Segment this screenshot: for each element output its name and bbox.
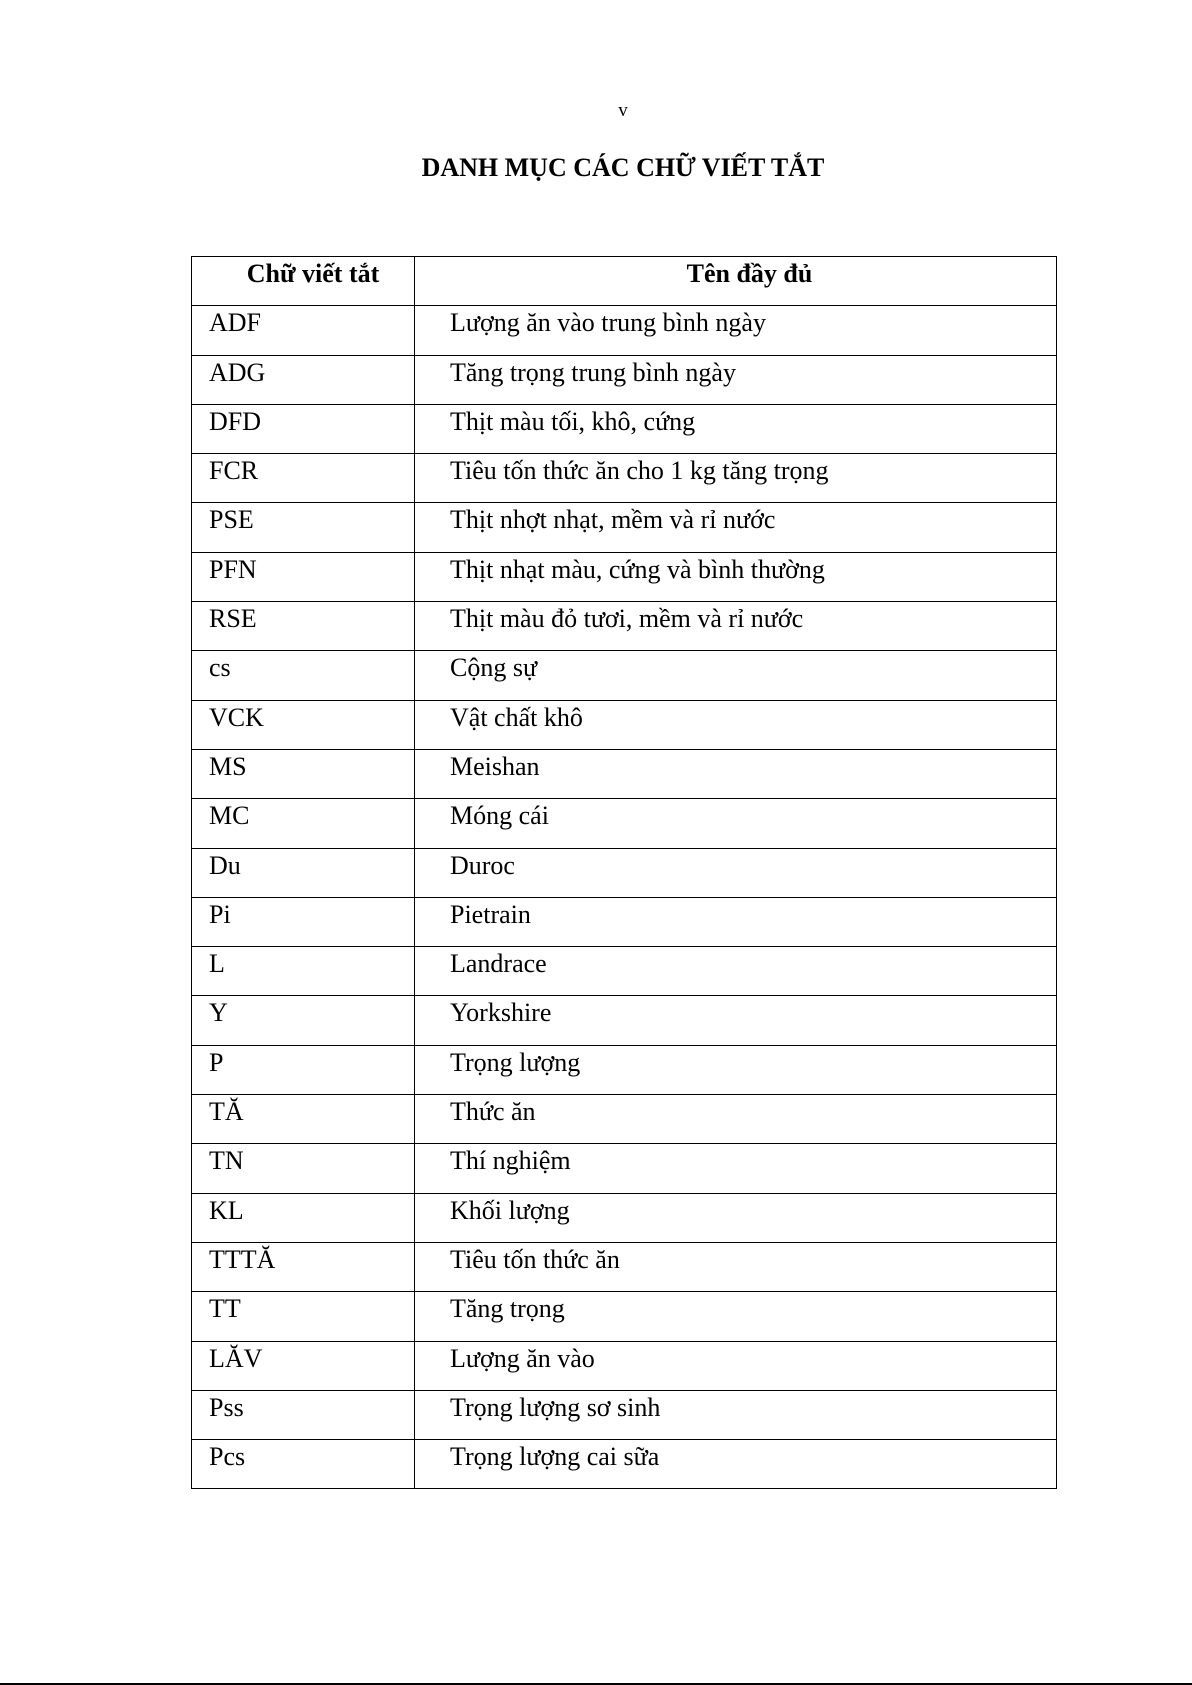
full-name-cell: Thức ăn	[415, 1095, 1057, 1144]
table-row	[192, 799, 1057, 848]
abbreviation-cell: Pi	[192, 897, 415, 946]
abbreviation-cell: Pss	[192, 1390, 415, 1439]
table-row	[192, 1144, 1057, 1193]
abbreviation-cell: TĂ	[192, 1095, 415, 1144]
full-name-cell: Thịt nhợt nhạt, mềm và rỉ nước	[415, 503, 1057, 552]
full-name-cell: Khối lượng	[415, 1193, 1057, 1242]
full-name-cell: Lượng ăn vào trung bình ngày	[415, 306, 1057, 355]
full-name-cell: Duroc	[415, 848, 1057, 897]
full-name-cell: Móng cái	[415, 799, 1057, 848]
abbreviation-table	[191, 256, 1057, 1489]
abbreviation-cell: MS	[192, 749, 415, 798]
abbreviation-cell: TN	[192, 1144, 415, 1193]
abbreviation-cell: Pcs	[192, 1440, 415, 1489]
table-row	[192, 1292, 1057, 1341]
table-row	[192, 1341, 1057, 1390]
abbreviation-cell: MC	[192, 799, 415, 848]
table-row	[192, 306, 1057, 355]
page-number: v	[618, 100, 628, 121]
header-abbreviation: Chữ viết tắt	[192, 257, 415, 306]
table-row	[192, 947, 1057, 996]
full-name-cell: Thịt nhạt màu, cứng và bình thường	[415, 552, 1057, 601]
abbreviation-cell: L	[192, 947, 415, 996]
table-row	[192, 897, 1057, 946]
page-title: DANH MỤC CÁC CHỮ VIẾT TẮT	[421, 153, 825, 182]
full-name-cell: Meishan	[415, 749, 1057, 798]
abbreviation-cell: cs	[192, 651, 415, 700]
full-name-cell: Tăng trọng	[415, 1292, 1057, 1341]
table-row	[192, 1045, 1057, 1094]
full-name-cell: Trọng lượng cai sữa	[415, 1440, 1057, 1489]
full-name-cell: Tiêu tốn thức ăn	[415, 1242, 1057, 1291]
table-row	[192, 1095, 1057, 1144]
abbreviation-cell: RSE	[192, 602, 415, 651]
table-row	[192, 503, 1057, 552]
table-row	[192, 848, 1057, 897]
full-name-cell: Lượng ăn vào	[415, 1341, 1057, 1390]
abbreviation-cell: PSE	[192, 503, 415, 552]
table-header-row	[192, 257, 1057, 306]
abbreviation-cell: Y	[192, 996, 415, 1045]
full-name-cell: Thí nghiệm	[415, 1144, 1057, 1193]
abbreviation-cell: ADG	[192, 355, 415, 404]
full-name-cell: Pietrain	[415, 897, 1057, 946]
table-row	[192, 552, 1057, 601]
abbreviation-cell: Du	[192, 848, 415, 897]
abbreviation-cell: VCK	[192, 700, 415, 749]
abbreviation-cell: TTTĂ	[192, 1242, 415, 1291]
full-name-cell: Thịt màu tối, khô, cứng	[415, 404, 1057, 453]
table-row	[192, 454, 1057, 503]
full-name-cell: Cộng sự	[415, 651, 1057, 700]
full-name-cell: Trọng lượng sơ sinh	[415, 1390, 1057, 1439]
table-row	[192, 1193, 1057, 1242]
full-name-cell: Vật chất khô	[415, 700, 1057, 749]
full-name-cell: Tăng trọng trung bình ngày	[415, 355, 1057, 404]
table-row	[192, 355, 1057, 404]
abbreviation-cell: DFD	[192, 404, 415, 453]
abbreviation-cell: TT	[192, 1292, 415, 1341]
full-name-cell: Trọng lượng	[415, 1045, 1057, 1094]
table-row	[192, 1440, 1057, 1489]
table-row	[192, 651, 1057, 700]
abbreviation-cell: KL	[192, 1193, 415, 1242]
header-full-name: Tên đầy đủ	[415, 257, 1057, 306]
abbreviation-cell: LĂV	[192, 1341, 415, 1390]
full-name-cell: Thịt màu đỏ tươi, mềm và rỉ nước	[415, 602, 1057, 651]
table-row	[192, 749, 1057, 798]
abbreviation-cell: P	[192, 1045, 415, 1094]
abbreviation-cell: ADF	[192, 306, 415, 355]
abbreviation-cell: PFN	[192, 552, 415, 601]
abbreviation-cell: FCR	[192, 454, 415, 503]
table-row	[192, 1242, 1057, 1291]
table-row	[192, 404, 1057, 453]
table-body	[192, 306, 1057, 1489]
full-name-cell: Landrace	[415, 947, 1057, 996]
table-row	[192, 700, 1057, 749]
full-name-cell: Yorkshire	[415, 996, 1057, 1045]
table-row	[192, 602, 1057, 651]
table-row	[192, 996, 1057, 1045]
full-name-cell: Tiêu tốn thức ăn cho 1 kg tăng trọng	[415, 454, 1057, 503]
table-row	[192, 1390, 1057, 1439]
